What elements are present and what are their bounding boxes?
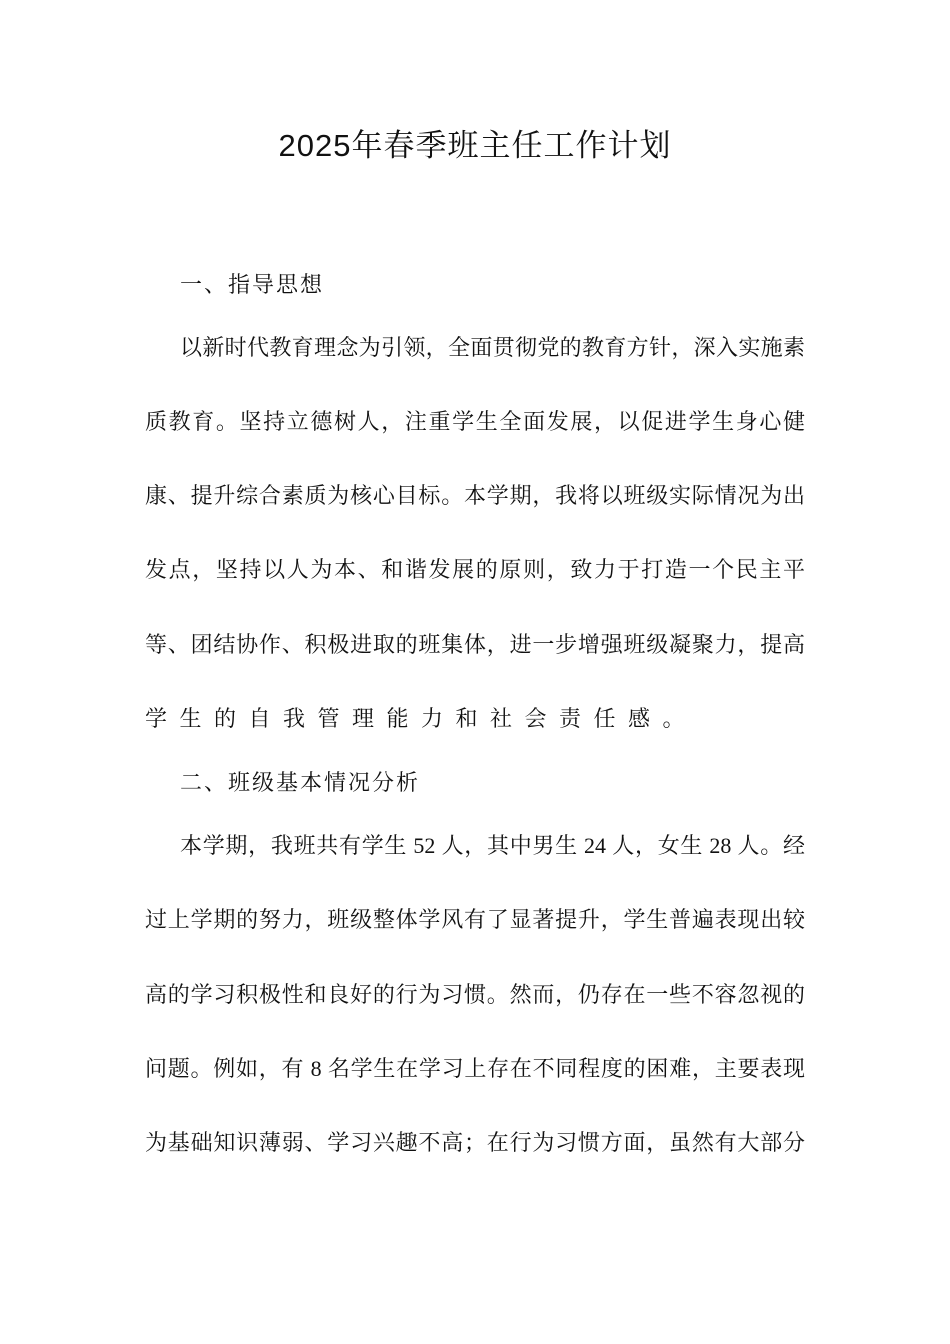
paragraph-line: 学生的自我管理能力和社会责任感。	[145, 706, 698, 731]
document-title: 2025年春季班主任工作计划	[278, 128, 672, 163]
paragraph-line: 康、提升综合素质为核心目标。本学期，我将以班级实际情况为出	[145, 483, 805, 508]
paragraph-line: 发点，坚持以人为本、和谐发展的原则，致力于打造一个民主平	[145, 557, 805, 582]
paragraph-line: 问题。例如，有 8 名学生在学习上存在不同程度的困难，主要表现	[145, 1056, 805, 1081]
paragraph-line: 等、团结协作、积极进取的班集体，进一步增强班级凝聚力，提高	[145, 632, 805, 657]
section-heading: 一、指导思想	[180, 272, 325, 297]
paragraph-line: 为基础知识薄弱、学习兴趣不高；在行为习惯方面，虽然有大部分	[145, 1130, 805, 1155]
section-heading: 二、班级基本情况分析	[180, 770, 421, 795]
paragraph-line: 过上学期的努力，班级整体学风有了显著提升，学生普遍表现出较	[145, 907, 805, 932]
paragraph-line: 以新时代教育理念为引领，全面贯彻党的教育方针，深入实施素	[180, 335, 805, 360]
paragraph-line: 高的学习积极性和良好的行为习惯。然而，仍存在一些不容忽视的	[145, 982, 805, 1007]
paragraph-line: 质教育。坚持立德树人，注重学生全面发展，以促进学生身心健	[145, 409, 805, 434]
paragraph-line: 本学期，我班共有学生 52 人，其中男生 24 人，女生 28 人。经	[180, 833, 805, 858]
